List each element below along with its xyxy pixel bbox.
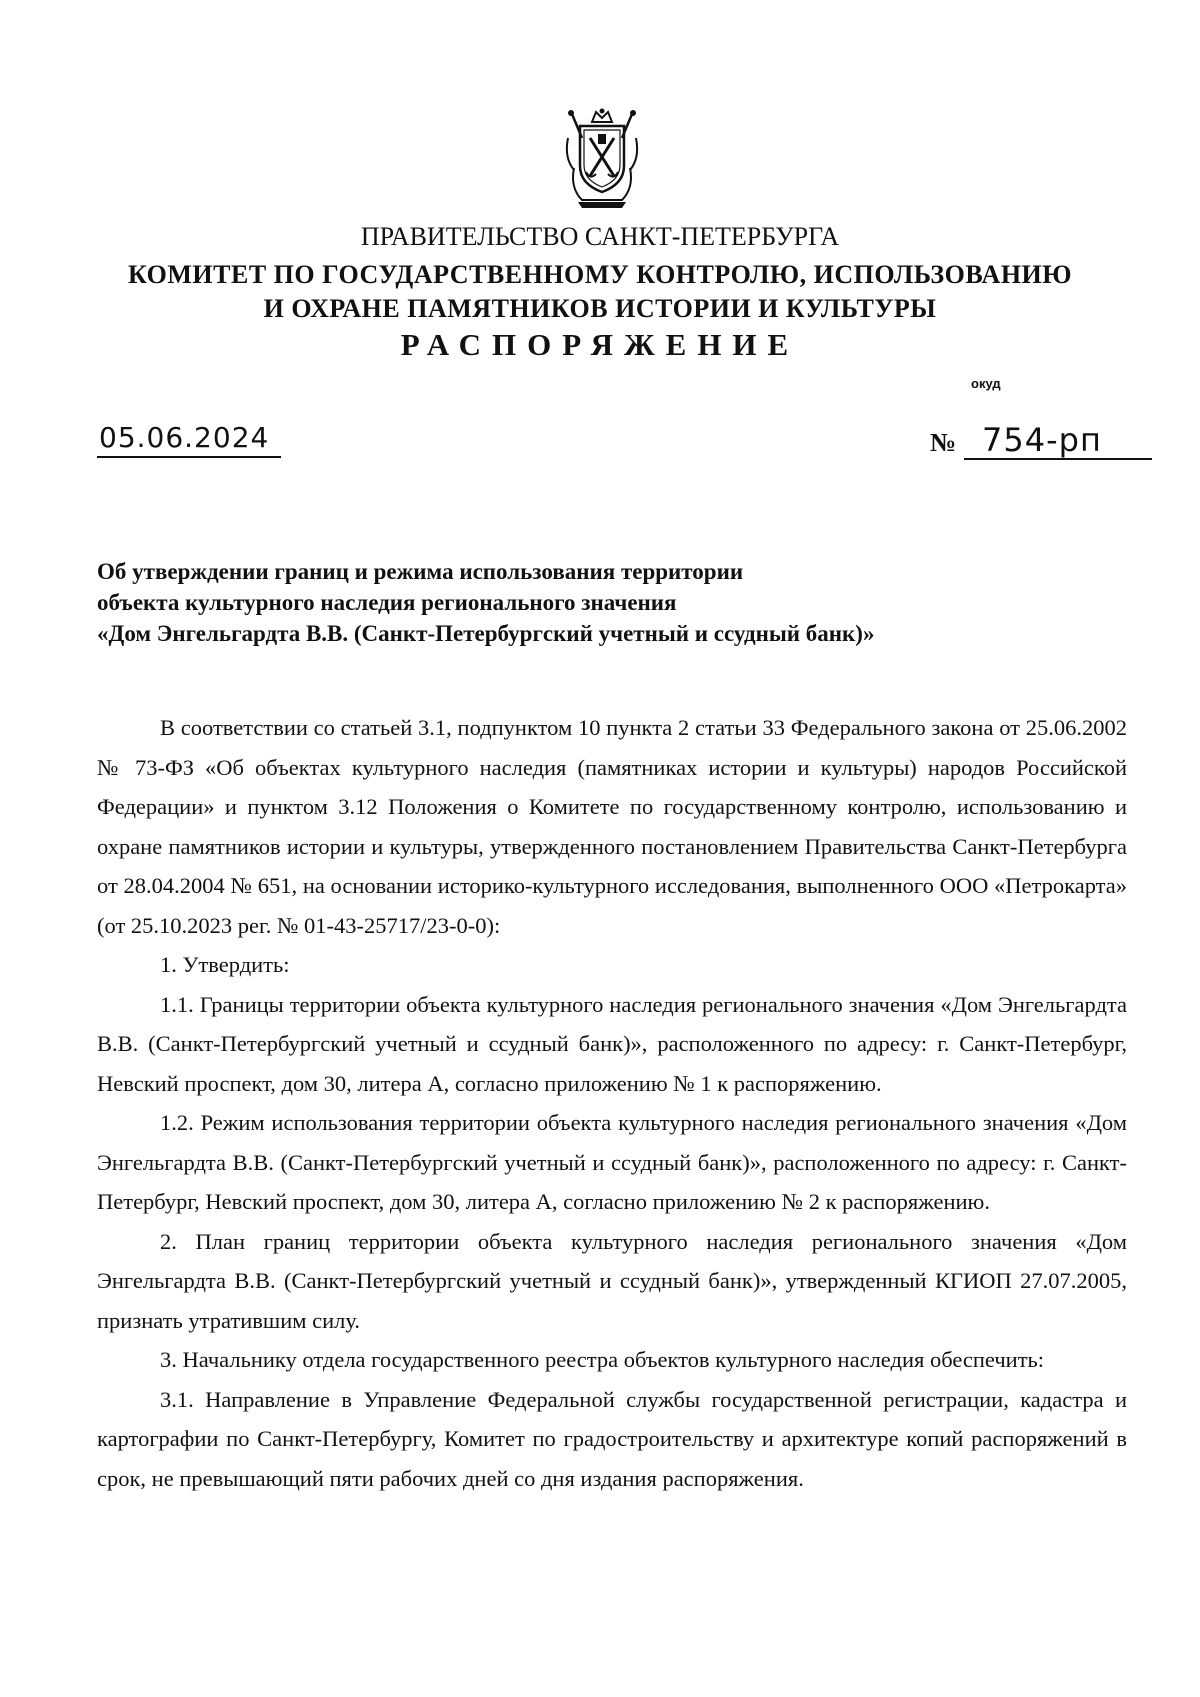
government-title: ПРАВИТЕЛЬСТВО САНКТ-ПЕТЕРБУРГА (360, 222, 840, 251)
committee-title (0, 258, 1200, 326)
item-1-2: 1.2. Режим использования территории объекта культурного наследия регионального значения «Дом Энгельгардта В.В. (Санкт-Петербургский учетный и ссудный банк)», расположенного по адресу: г. Санкт-Петербург, Невский проспект, дом 30, литера А, согласно приложению № 2 к распоряжению. (97, 1110, 1127, 1214)
coat-of-arms-icon (562, 108, 642, 210)
committee-title-line2: И ОХРАНЕ ПАМЯТНИКОВ ИСТОРИИ И КУЛЬТУРЫ (263, 294, 937, 323)
document-body (97, 708, 1127, 1498)
item-1: 1. Утвердить: (160, 952, 290, 977)
subject-line2: объекта культурного наследия регионального значения (97, 590, 677, 615)
item-3-1: 3.1. Направление в Управление Федеральной службы государственной регистрации, кадастра и картографии по Санкт-Петербургу, Комитет по градостроительству и архитектуре копий распоряжений в срок, не превышающий пяти рабочих дней со дня издания распоряжения. (97, 1386, 1127, 1491)
item-2: 2. План границ территории объекта культурного наследия регионального значения «Дом Энгельгардта В.В. (Санкт-Петербургский учетный и ссудный банк)», утвержденный КГИОП 27.07.2005, признать утратившим силу. (97, 1228, 1127, 1333)
okud-label: окуд (971, 376, 1001, 391)
number-sign: № (930, 428, 957, 457)
preamble-paragraph: В соответствии со статьей 3.1, подпунктом 10 пункта 2 статьи 33 Федерального закона от 25.06.2002 № 73-ФЗ «Об объектах культурного наследия (памятниках истории и культуры) народов Российской Федерации» и пунктом 3.12 Положения о Комитете по государственному контролю, использованию и охране памятников истории и культуры, утвержденного постановлением Правительства Санкт-Петербурга от 28.04.2004 № 651, на основании историко-культурного исследования, выполненного ООО «Петрокарта» (от 25.10.2023 рег. № 01-43-25717/23-0-0): (97, 715, 1127, 938)
document-number: 754-рп (964, 422, 1152, 460)
subject-line1: Об утверждении границ и режима использования территории (97, 559, 744, 584)
document-subject (97, 556, 997, 649)
committee-title-line1: КОМИТЕТ ПО ГОСУДАРСТВЕННОМУ КОНТРОЛЮ, ИСПОЛЬЗОВАНИЮ (127, 260, 1073, 289)
item-3: 3. Начальнику отдела государственного реестра объектов культурного наследия обеспечить: (160, 1347, 1045, 1372)
item-1-1: 1.1. Границы территории объекта культурного наследия регионального значения «Дом Энгельгардта В.В. (Санкт-Петербургский учетный и ссудный банк)», расположенного по адресу: г. Санкт-Петербург, Невский проспект, дом 30, литера А, согласно приложению № 1 к распоряжению. (97, 991, 1127, 1096)
subject-line3: «Дом Энгельгардта В.В. (Санкт-Петербургский учетный и ссудный банк)» (97, 621, 875, 646)
document-type: РАСПОРЯЖЕНИЕ (400, 327, 800, 362)
document-date: 05.06.2024 (97, 420, 281, 458)
